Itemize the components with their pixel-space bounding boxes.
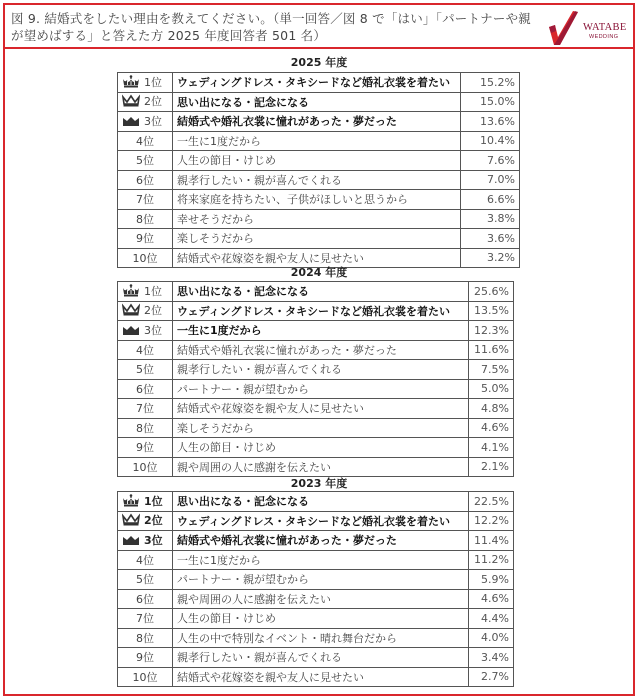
rank-cell <box>118 457 173 477</box>
rank-label: 9位 <box>136 441 154 455</box>
reason-cell: 親孝行したい・親が喜んでくれる <box>173 648 469 668</box>
percentage-cell: 3.2% <box>461 248 520 268</box>
crown-1-icon <box>122 494 140 510</box>
table-row <box>118 301 514 321</box>
percentage-cell: 10.4% <box>461 131 520 151</box>
table-row <box>118 379 514 399</box>
percentage-cell: 12.3% <box>469 321 514 341</box>
table-row <box>118 589 514 609</box>
rank-label: 3位 <box>144 114 162 128</box>
reason-cell: 結婚式や婚礼衣裳に憧れがあった・夢だった <box>173 112 461 132</box>
rank-cell <box>118 550 173 570</box>
figure-title: 図 9. 結婚式をしたい理由を教えてください。（単一回答／図 8 で「はい」「パートナーや親が望めばする」と答えた方 2025 年度回答者 501 名） <box>11 11 531 43</box>
percentage-cell: 7.6% <box>461 151 520 171</box>
table-row <box>118 282 514 302</box>
table-row <box>118 92 520 112</box>
table-row <box>118 550 514 570</box>
section-title-2023: 2023 年度 <box>290 477 348 490</box>
rank-cell <box>118 648 173 668</box>
table-row <box>118 151 520 171</box>
rank-cell <box>118 511 173 531</box>
rank-label: 2位 <box>144 95 162 109</box>
table-row <box>118 170 520 190</box>
section-title-2024: 2024 年度 <box>290 266 348 279</box>
crown-3-icon <box>122 533 140 549</box>
reason-cell: 人生の節目・けじめ <box>173 609 469 629</box>
rank-label: 5位 <box>136 573 154 587</box>
rank-label: 8位 <box>136 421 154 435</box>
percentage-cell: 4.1% <box>469 438 514 458</box>
rank-cell <box>118 570 173 590</box>
reason-cell: パートナー・親が望むから <box>173 379 469 399</box>
table-row <box>118 73 520 93</box>
rank-cell <box>118 609 173 629</box>
rank-cell <box>118 340 173 360</box>
rank-label: 1位 <box>144 494 163 508</box>
reason-cell: 人生の節目・けじめ <box>173 438 469 458</box>
ranking-table-2023 <box>117 491 514 687</box>
percentage-cell: 22.5% <box>469 492 514 512</box>
rank-label: 7位 <box>136 193 154 207</box>
reason-cell: 親や周囲の人に感謝を伝えたい <box>173 589 469 609</box>
rank-label: 1位 <box>144 284 162 298</box>
rank-label: 9位 <box>136 232 154 246</box>
reason-cell: 親や周囲の人に感謝を伝えたい <box>173 457 469 477</box>
rank-cell <box>118 170 173 190</box>
table-row <box>118 360 514 380</box>
reason-cell: 幸せそうだから <box>173 209 461 229</box>
table-row <box>118 112 520 132</box>
table-row <box>118 531 514 551</box>
ranking-table-2024 <box>117 281 514 477</box>
table-row <box>118 399 514 419</box>
rank-cell <box>118 190 173 210</box>
crown-3-icon <box>122 114 140 130</box>
reason-cell: 思い出になる・記念になる <box>173 282 469 302</box>
rank-label: 8位 <box>136 631 154 645</box>
reason-cell: 親孝行したい・親が喜んでくれる <box>173 360 469 380</box>
percentage-cell: 2.7% <box>469 667 514 687</box>
rank-cell <box>118 229 173 249</box>
rank-cell <box>118 131 173 151</box>
table-row <box>118 131 520 151</box>
checkmark-logo-icon <box>545 9 581 47</box>
rank-cell <box>118 92 173 112</box>
table-row <box>118 667 514 687</box>
table-row <box>118 609 514 629</box>
crown-2-icon <box>122 94 140 110</box>
percentage-cell: 4.0% <box>469 628 514 648</box>
rank-label: 8位 <box>136 212 154 226</box>
rank-label: 3位 <box>144 323 162 337</box>
rank-cell <box>118 151 173 171</box>
reason-cell: 結婚式や花嫁姿を親や友人に見せたい <box>173 399 469 419</box>
reason-cell: 思い出になる・記念になる <box>173 92 461 112</box>
percentage-cell: 15.2% <box>461 73 520 93</box>
percentage-cell: 6.6% <box>461 190 520 210</box>
figure-header <box>5 5 633 49</box>
ranking-table-2025 <box>117 72 520 268</box>
rank-cell <box>118 112 173 132</box>
rank-cell <box>118 628 173 648</box>
percentage-cell: 3.4% <box>469 648 514 668</box>
table-row <box>118 340 514 360</box>
percentage-cell: 4.6% <box>469 418 514 438</box>
percentage-cell: 11.4% <box>469 531 514 551</box>
percentage-cell: 13.6% <box>461 112 520 132</box>
rank-cell <box>118 399 173 419</box>
reason-cell: 一生に1度だから <box>173 550 469 570</box>
reason-cell: 結婚式や花嫁姿を親や友人に見せたい <box>173 248 461 268</box>
rank-label: 2位 <box>144 304 162 318</box>
percentage-cell: 4.6% <box>469 589 514 609</box>
percentage-cell: 4.8% <box>469 399 514 419</box>
rank-cell <box>118 438 173 458</box>
crown-2-icon <box>122 303 140 319</box>
reason-cell: 将来家庭を持ちたい、子供がほしいと思うから <box>173 190 461 210</box>
table-row <box>118 418 514 438</box>
table-row <box>118 628 514 648</box>
reason-cell: 親孝行したい・親が喜んでくれる <box>173 170 461 190</box>
percentage-cell: 25.6% <box>469 282 514 302</box>
rank-cell <box>118 321 173 341</box>
crown-2-icon <box>122 513 140 529</box>
percentage-cell: 3.8% <box>461 209 520 229</box>
rank-label: 1位 <box>144 75 162 89</box>
reason-cell: 人生の中で特別なイベント・晴れ舞台だから <box>173 628 469 648</box>
percentage-cell: 3.6% <box>461 229 520 249</box>
reason-cell: 楽しそうだから <box>173 229 461 249</box>
rank-label: 3位 <box>144 533 163 547</box>
reason-cell: 結婚式や花嫁姿を親や友人に見せたい <box>173 667 469 687</box>
rank-cell <box>118 73 173 93</box>
percentage-cell: 4.4% <box>469 609 514 629</box>
reason-cell: ウェディングドレス・タキシードなど婚礼衣裳を着たい <box>173 301 469 321</box>
reason-cell: 思い出になる・記念になる <box>173 492 469 512</box>
rank-cell <box>118 379 173 399</box>
reason-cell: ウェディングドレス・タキシードなど婚礼衣裳を着たい <box>173 511 469 531</box>
percentage-cell: 13.5% <box>469 301 514 321</box>
rank-cell <box>118 667 173 687</box>
rank-cell <box>118 209 173 229</box>
reason-cell: パートナー・親が望むから <box>173 570 469 590</box>
percentage-cell: 7.0% <box>461 170 520 190</box>
rank-label: 5位 <box>136 154 154 168</box>
rank-cell <box>118 360 173 380</box>
table-row <box>118 570 514 590</box>
watabe-wedding-logo <box>545 9 633 47</box>
rank-cell <box>118 589 173 609</box>
table-row <box>118 209 520 229</box>
reason-cell: 楽しそうだから <box>173 418 469 438</box>
reason-cell: 人生の節目・けじめ <box>173 151 461 171</box>
rank-label: 6位 <box>136 173 154 187</box>
reason-cell: 結婚式や婚礼衣裳に憧れがあった・夢だった <box>173 531 469 551</box>
rank-cell <box>118 492 173 512</box>
rank-label: 7位 <box>136 612 154 626</box>
table-row <box>118 321 514 341</box>
table-row <box>118 492 514 512</box>
table-row <box>118 648 514 668</box>
crown-3-icon <box>122 323 140 339</box>
table-row <box>118 511 514 531</box>
section-title-2025: 2025 年度 <box>290 56 348 69</box>
rank-label: 10位 <box>132 251 158 265</box>
rank-cell <box>118 282 173 302</box>
rank-label: 4位 <box>136 343 154 357</box>
logo-sub: WEDDING <box>589 34 619 40</box>
percentage-cell: 2.1% <box>469 457 514 477</box>
rank-cell <box>118 531 173 551</box>
crown-1-icon <box>122 75 140 91</box>
rank-cell <box>118 418 173 438</box>
rank-label: 9位 <box>136 651 154 665</box>
rank-label: 4位 <box>136 553 154 567</box>
rank-label: 5位 <box>136 363 154 377</box>
rank-label: 2位 <box>144 514 163 528</box>
rank-label: 4位 <box>136 134 154 148</box>
table-row <box>118 457 514 477</box>
percentage-cell: 12.2% <box>469 511 514 531</box>
table-row <box>118 438 514 458</box>
figure-frame <box>3 3 635 696</box>
rank-label: 10位 <box>132 460 158 474</box>
reason-cell: ウェディングドレス・タキシードなど婚礼衣裳を着たい <box>173 73 461 93</box>
rank-cell <box>118 301 173 321</box>
rank-label: 6位 <box>136 592 154 606</box>
logo-brand: WATABE <box>583 22 627 33</box>
reason-cell: 一生に1度だから <box>173 321 469 341</box>
percentage-cell: 5.9% <box>469 570 514 590</box>
percentage-cell: 5.0% <box>469 379 514 399</box>
reason-cell: 一生に1度だから <box>173 131 461 151</box>
percentage-cell: 11.6% <box>469 340 514 360</box>
reason-cell: 結婚式や婚礼衣裳に憧れがあった・夢だった <box>173 340 469 360</box>
crown-1-icon <box>122 284 140 300</box>
rank-label: 7位 <box>136 402 154 416</box>
percentage-cell: 7.5% <box>469 360 514 380</box>
table-row <box>118 190 520 210</box>
percentage-cell: 15.0% <box>461 92 520 112</box>
percentage-cell: 11.2% <box>469 550 514 570</box>
rank-label: 6位 <box>136 382 154 396</box>
table-row <box>118 229 520 249</box>
rank-label: 10位 <box>132 670 158 684</box>
